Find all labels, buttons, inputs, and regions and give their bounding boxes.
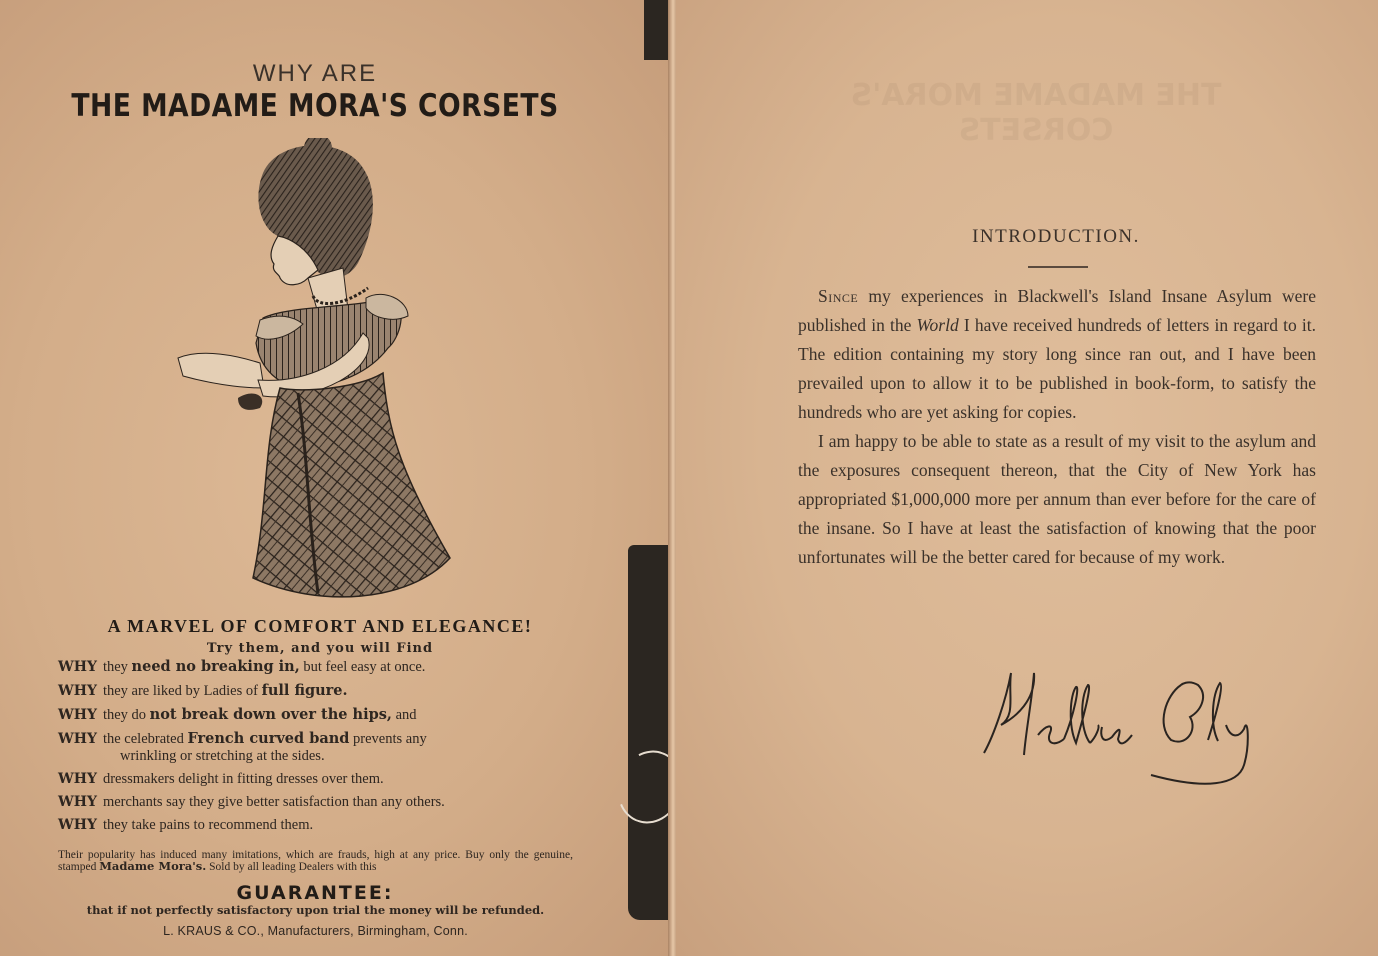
why-text-pre: they do — [102, 707, 150, 723]
why-text-pre: dressmakers delight in fitting dresses over them. — [102, 771, 384, 787]
why-text-pre: they take pains to recommend them. — [102, 817, 314, 833]
binding-thread — [607, 741, 672, 832]
why-word: WHY — [58, 683, 97, 699]
why-list — [58, 658, 573, 840]
fine-print-pre: Their popularity has induced many imitations, which are frauds, high at any price. Buy only the genuine, stamped — [58, 849, 573, 873]
why-text-pre: they are liked by Ladies of — [102, 683, 262, 699]
ad-refund-line: that if not perfectly satisfactory upon trial the money will be refunded. — [86, 903, 545, 917]
why-word: WHY — [58, 659, 97, 675]
ad-guarantee-heading: GUARANTEE: — [236, 882, 394, 904]
ad-manufacturer-line: L. KRAUS & CO., Manufacturers, Birmingham, Conn. — [163, 924, 468, 938]
torn-binding-strip — [628, 545, 672, 920]
why-item — [58, 706, 573, 724]
nellie-bly-signature — [976, 655, 1296, 795]
show-through-text: THE MADAME MORA'S CORSETS — [850, 78, 1222, 148]
ad-try-line: Try them, and you will Find — [206, 641, 434, 656]
introduction-body — [798, 282, 1316, 572]
why-item — [58, 658, 573, 676]
why-text-pre: merchants say they give better satisfaction than any others. — [102, 794, 445, 810]
ad-header-title: THE MADAME MORA'S CORSETS — [71, 88, 559, 124]
why-item — [58, 682, 573, 700]
intro-lead-word: Since — [818, 286, 859, 306]
title-rule — [1028, 266, 1088, 268]
why-word: WHY — [58, 794, 97, 810]
why-item — [58, 771, 573, 788]
why-text-pre: the celebrated — [102, 731, 188, 747]
introduction-title: INTRODUCTION. — [972, 226, 1140, 247]
ad-fine-print — [58, 850, 573, 872]
why-text-bold: French curved band — [187, 730, 350, 747]
why-text-bold: not break down over the hips, — [149, 706, 392, 723]
why-item — [58, 730, 573, 765]
why-text-continued: wrinkling or stretching at the sides. — [120, 748, 325, 764]
why-item — [58, 794, 573, 811]
why-text-post: and — [391, 707, 417, 723]
intro-p1-post: I have received hundreds of letters in regard to it. The edition containing my story long since ran out, and I have been prevailed upon to allow it to be published in book-form, to satisfy the hundreds who are yet asking for copies. — [798, 315, 1316, 422]
fine-print-bold: Madame Mora's. — [99, 858, 207, 873]
why-text-pre: they — [102, 659, 132, 675]
intro-paragraph-1 — [798, 282, 1316, 427]
intro-p1-italic: World — [916, 315, 959, 335]
left-page — [0, 0, 672, 956]
corset-woman-illustration — [168, 138, 468, 608]
why-word: WHY — [58, 817, 97, 833]
ad-header-small: WHY ARE — [252, 60, 378, 87]
why-text-bold: full figure. — [261, 682, 348, 699]
fine-print-post: Sold by all leading Dealers with this — [206, 860, 377, 873]
ad-marvel-heading: A MARVEL OF COMFORT AND ELEGANCE! — [107, 616, 533, 636]
intro-p1-pre: my experiences in Blackwell's Island Insane Asylum were published in the — [798, 286, 1316, 335]
why-word: WHY — [58, 771, 97, 787]
why-text-post: but feel easy at once. — [299, 659, 426, 675]
why-word: WHY — [58, 731, 97, 747]
intro-paragraph-2: I am happy to be able to state as a result of my visit to the asylum and the exposures consequent thereon, that the City of New York has appropriated $1,000,000 more per annum than ever before for the care of the insane. So I have at least the satisfaction of knowing that the poor unfortunates will be the better cared for because of my work. — [798, 431, 1316, 567]
why-text-bold: need no breaking in, — [131, 658, 300, 675]
right-page — [676, 0, 1378, 956]
why-text-post: prevents any — [349, 731, 427, 747]
why-word: WHY — [58, 707, 97, 723]
why-item — [58, 817, 573, 834]
